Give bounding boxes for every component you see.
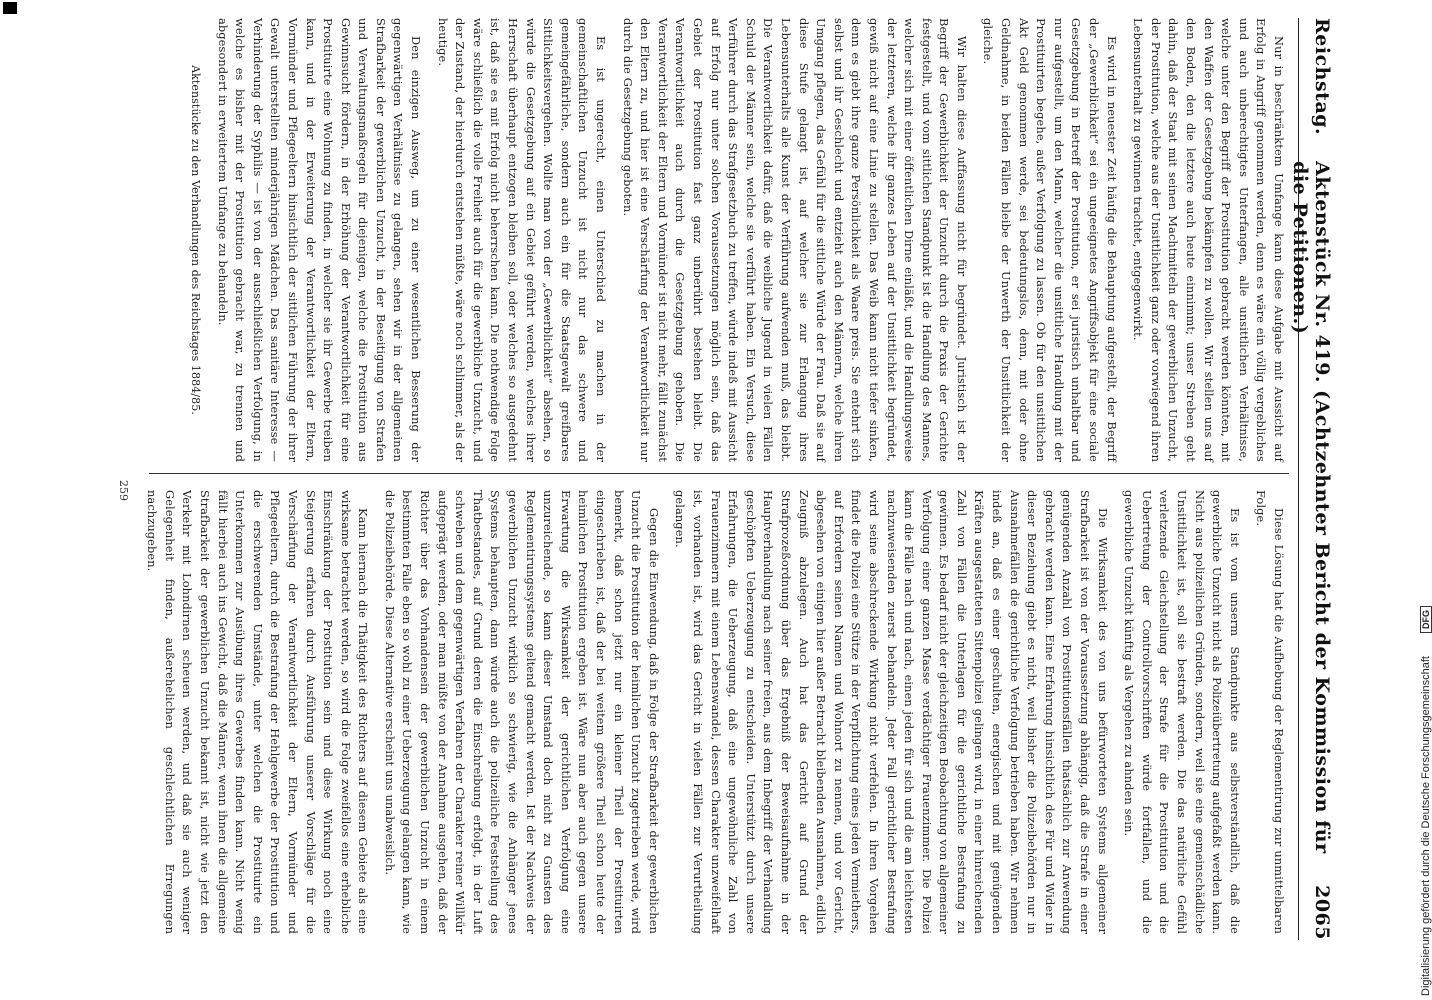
left-paragraph-5: Den einzigen Ausweg, um zu einer wesentlichen Besserung der gegenwärtigen Verhältnisse zu gelangen, sehen wir in der allgemeinen Strafbarkeit der gewerblichen Unzucht, in der Beseitigung von Strafen und Verwaltungsmaßregeln für diejenigen, welche die Prostitution aus Gewinnsucht fördern, in der Erhöhung der Verantwortlichkeit für eine Prostituirte eine Wohnung zu finden, in welcher sie ihr Gewerbe treiben kann, und in der Erweiterung der Verantwortlichkeit der Eltern, Vormünder und Pflegeeltern hinsichtlich der sittlichen Führung der ihrer Gewalt unterstellten minderjährigen Mädchen. Das sanitäre Interesse — Verhinderung der Syphilis — ist von der ausschließlichen Verfolgung, in welche es bisher mit der Prostitution gebracht war, zu trennen und abgesondert in erweitertem Umfange zu behandeln. bbox=[215, 18, 424, 462]
printed-page-rotated bbox=[90, 0, 1335, 950]
digitisation-note-text: Digitalisierung gefördert durch die Deutsche Forschungsgemeinschaft bbox=[1420, 656, 1432, 996]
right-paragraph-1: Diese Lösung hat die Aufhebung der Reglementirung zur unmittelbaren Folge. bbox=[1254, 490, 1286, 934]
header-title: Aktenstück Nr. 419. (Achtzehnter Bericht der Kommission für die Petitionen.) bbox=[1289, 161, 1333, 854]
left-paragraph-2: Es wird in neuester Zeit häufig die Behauptung aufgestellt, der Begriff der „Gewerblichkeit“ sei ein ungeeignetes Angriffsobjekt für eine sociale Gesetzgebung in Betreff der Prostitution, er sei juristisch unhaltbar und nur aufgestellt, um den Mann, welcher die unsittliche Handlung mit der Prostituirten begehe, außer Verfolgung zu lassen. Ob für den unsittlichen Akt Geld genommen werde, sei bedeutungslos, denn, mit oder ohne Geldnahme, in beiden Fällen bleibe der Unwerth der Unsittlichkeit der gleiche. bbox=[981, 18, 1119, 462]
column-divider bbox=[149, 473, 1289, 474]
left-paragraph-4: Es ist ungerecht, einen Unterschied zu machen in der gemeinschaftlichen Unzucht ist nicht nur das schwere und gemeingefährliche, sondern auch ein für die Staatsgewalt greifbares Sittlichkeitsvergehen. Wollte man von der „Gewerblichkeit“ absehen, so würde die Gesetzgebung auf ein Gebiet geführt werden, welches ihrer Herrschaft überhaupt entzogen bleiben soll, oder welches so ausgedehnt ist, daß sie es mit Erfolg nicht beherrschen kann. Die nothwendige Folge wäre schließlich die volle Freiheit auch für die gewerbliche Unzucht, und der Zustand, der hierdurch entstehen müßte, wäre noch schlimmer, als der heutige. bbox=[435, 18, 609, 462]
page-header bbox=[1289, 18, 1333, 940]
page-number: 2065 bbox=[1311, 885, 1333, 940]
header-left: Reichstag. bbox=[1311, 18, 1333, 136]
left-paragraph-1: Nur in beschränktem Umfange kann diese Aufgabe mit Aussicht auf Erfolg in Angriff genommen werden, denn es wäre ein völlig vergebliches und auch unberechtigtes Unterfangen, alle unsittlichen Verhältnisse, welche unter den Begriff der Prostitution gebracht werden könnten, mit den Waffen der Gesetzgebung bekämpfen zu wollen. Wir stellen uns auf den Boden, den die letztere auch heute einnimmt; unser Streben geht dahin, daß der Staat mit seinen Machtmitteln der gewerblichen Unzucht, der Prostitution, welche aus der Unsittlichkeit ganz oder vorwiegend ihren Lebensunterhalt zu gewinnen trachtet, entgegenwirkt. bbox=[1131, 18, 1286, 462]
right-paragraph-3: Die Wirksamkeit des von uns befürworteten Systems allgemeiner Strafbarkeit ist von der Voraussetzung abhängig, daß die Strafe in einer genügenden Anzahl von Prostitutionsfällen thatsächlich zur Anwendung gebracht werden kann. Eine Erfahrung hinsichtlich des Für und Wider in dieser Beziehung giebt es nicht, weil bisher die Polizeibehörden nur in Ausnahmefällen die gerichtliche Verfolgung betrieben haben. Wir nehmen indeß an, daß es einer geschulten, energischen und mit genügenden Kräften ausgestatteten Sittenpolizei gelingen wird, in einer hinreichenden Zahl von Fällen die Unterlagen für die gerichtliche Bestrafung zu gewinnen. Es bedarf nicht der gleichzeitigen Beobachtung von allgemeiner Verfolgung einer ganzen Masse verdächtiger Frauenzimmer. Die Polizei kann die Fälle nach und nach, einen jeden für sich und die am leichtesten nachzuweisenden zuerst behandeln. Jeder Fall gerichtlicher Bestrafung wird seine abschreckende Wirkung nicht verfehlen. In ihren Vorgehen findet die Polizei eine Stütze in der Verpflichtung eines jeden Vermiethers, auf Erfordern seinen Namen und Wohnort zu nennen, und vor Gericht, abgesehen von einigen hier außer Betracht bleibenden Ausnahmen, eidlich Zeugniß abzulegen. Auch hat das Gericht auf Grund der Strafprozeßordnung über das Ergebniß der Beweisaufnahme in der Hauptverhandlung nach seiner freien, aus dem Inbegriff der Verhandlung geschöpften Ueberzeugung zu entscheiden. Unterstützt durch unsere Erfahrungen, die Ueberzeugung, daß eine ungewöhnliche Zahl von Frauenzimmern mit einem Lebenswandel, dessen Charakter unzweifelhaft ist, vorhanden ist, wird das Gericht in vielen Fällen zur Verurtheilung gelangen. bbox=[673, 490, 1110, 934]
right-paragraph-2: Es ist vom unserm Standpunkte aus selbstverständlich, daß die gewerbliche Unzucht nicht als Polizeiübertretung aufgefaßt werden kann. Nicht aus polizeilichen Gründen, sondern, weil sie eine gemeinschädliche Unsittlichkeit ist, soll sie bestraft werden. Die das natürliche Gefühl verletzende Gleichstellung der Strafe für die Prostitution und die Uebertretung der Controllvorschriften würde fortfallen, und die gewerbliche Unzucht künftig als Vergehen zu ahnden sein. bbox=[1122, 490, 1242, 934]
registration-mark bbox=[3, 2, 17, 14]
header-rule bbox=[1298, 18, 1299, 940]
right-paragraph-4: Gegen die Einwendung, daß in Folge der Strafbarkeit der gewerblichen Unzucht die Prostitution der heimlichen Unzucht zugetrieben werde, wird bemerkt, daß schon jetzt nur ein kleiner Theil der Prostituirten eingeschrieben ist, daß der bei weitem größere Theil schon heute der heimlichen Prostitution ergeben ist. Wäre nun aber auch gegen unsere Erwartung die Wirksamkeit der gerichtlichen Verfolgung eine unzureichende, so kann dieser Umstand doch nicht zu Gunsten des Reglementirungssystems geltend gemacht werden. Ist der Nachweis der gewerblichen Unzucht wirklich so schwierig, wie die Anhänger jenes Systems behaupten, dann würde auch die polizeiliche Feststellung des Thatbestandes, auf Grund deren die Einschreibung erfolgt, in der Luft schweben und dem gegenwärtigen Verfahren der Charakter reiner Willkür aufgeprägt werden, oder man müßte von der Annahme ausgehen, daß der Richter über das Vorhandensein der gewerblichen Unzucht in einem bestimmten Falle eben so wohl zu einer Ueberzeugung gelangen kann, wie die Polizeibehörde. Diese Alternative erscheint uns unabweislich. bbox=[382, 490, 661, 934]
footer-number: 259 bbox=[117, 480, 130, 501]
dfg-logo: DFG bbox=[1420, 606, 1432, 633]
left-footer-line: Aktenstücke zu den Verhandlungen des Reichstages 1884/85. bbox=[188, 65, 202, 415]
left-column bbox=[177, 18, 1287, 462]
right-paragraph-5: Kann hiernach die Thätigkeit des Richters auf diesem Gebiete als eine wirksame betrachtet werden, so wird die Folge zweifellos eine erhebliche Einschränkung der Prostitution sein und diese Wirkung noch eine Steigerung erfahren durch Ausführung unserer Vorschläge für die Verschärfung der Verantwortlichkeit der Eltern, Vormünder und Pflegeeltern, durch die Bestrafung der Hehlgewerbe der Prostitution und die erschwerenden Umstände, unter welchen die Prostituirte ein Unterkommen zur Ausübung ihres Gewerbes finden kann. Nicht wenig fällt hierbei auch ins Gewicht, daß die Männer, wenn ihnen die allgemeine Strafbarkeit der gewerblichen Unzucht bekannt ist, nicht wie jetzt den Verkehr mit Lohndirnen scheuen werden, und daß sie auch weniger Gelegenheit finden, außerehelichen geschlechtlichen Erregungen nachzugeben. bbox=[145, 490, 371, 934]
right-column bbox=[134, 490, 1287, 934]
left-paragraph-3: Wir halten diese Auffassung nicht für begründet. Juristisch ist der Begriff der Gewerblichkeit der Unzucht durch die Praxis der Gerichte festgestellt, und vom sittlichen Standpunkt ist die Handlung des Mannes, welcher sich mit einer öffentlichen Dirne einläßt, und die Handlungsweise der letzteren, welche ihr ganzes Leben auf der Unsittlichkeit begründet, gewiß nicht auf eine Linie zu stellen. Das Weib kann nicht tiefer sinken, denn es giebt ihre ganze Persönlichkeit als Waare preis. Sie entehrt sich selbst und ihr Geschlecht und entzieht auch den Männern, welche ihren Umgang pflegen, das Gefühl für die sittliche Würde der Frau. Daß sie auf diese Stufe gelangt ist, auf welcher sie zur Erlangung ihres Lebensunterhalts alle Kunst der Verführung aufwenden muß, das bleibt. Die Verantwortlichkeit dafür, daß die weibliche Jugend in vielen Fällen Schuld der Männer sein, welche sie verführt haben. Ein Versuch, diese Verführer durch das Strafgesetzbuch zu treffen, würde indeß mit Aussicht auf Erfolg nur unter solchen Voraussetzungen möglich sein, daß das Gebiet der Prostitution fast ganz unberührt bestehen bleibt. Die Verantwortlichkeit auch durch die Gesetzgebung gehoben. Die Verantwortlichkeit der Eltern und Vormünder ist nicht mehr, fällt zunächst den Eltern zu, und hier ist eine Verschärfung der Verantwortlichkeit nur durch die Gesetzgebung geboten. bbox=[620, 18, 969, 462]
